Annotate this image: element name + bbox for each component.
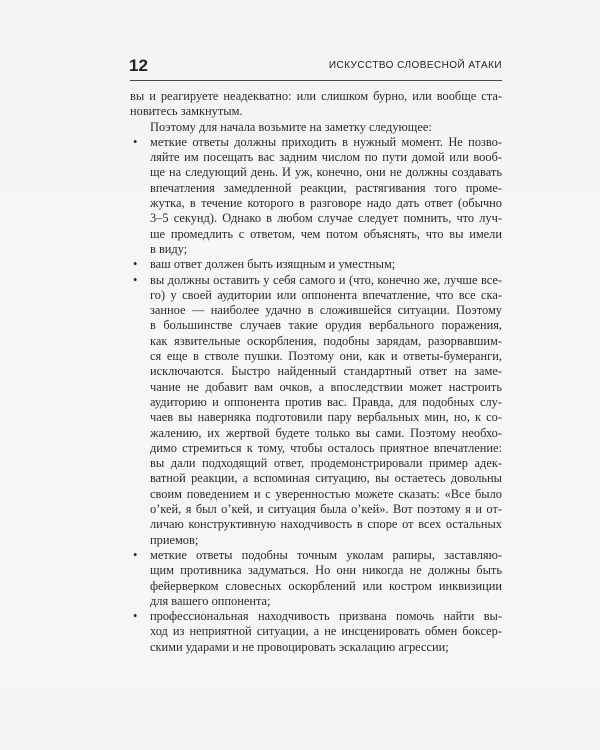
text-line: вы дали подходящий ответ, продемонстрировали пример адек- bbox=[150, 456, 502, 471]
list-item bbox=[130, 135, 502, 257]
bullet-marker: • bbox=[133, 547, 138, 562]
list-item bbox=[130, 273, 502, 548]
text-line: димо стремиться к тому, чтобы осталось приятное впечатление: bbox=[150, 440, 502, 455]
text-line: ваш ответ должен быть изящным и уместным; bbox=[150, 257, 396, 272]
text-line: приемов; bbox=[150, 532, 199, 547]
list-item bbox=[130, 609, 502, 655]
text-line: своим поведением и с уверенностью можете сказать: «Все было bbox=[150, 486, 502, 501]
text-line: исключаются. Быстро найденный стандартный ответ на заме- bbox=[150, 364, 502, 379]
text-line: личаю конструктивную находчивость в споре от всех остальных bbox=[150, 517, 502, 532]
text-line: вы должны оставить у себя самого и (что, конечно же, лучше все- bbox=[150, 272, 502, 287]
text-line: щим противника задуматься. Но они никогда не должны быть bbox=[150, 563, 502, 578]
text-line: жутка, в течение которого в разговоре надо дать ответ (обычно bbox=[150, 196, 502, 211]
text-line: в большинстве случаев такие орудия вербального поражения, bbox=[150, 318, 502, 333]
text-line: аудиторию и оппонента против вас. Правда, для подобных слу- bbox=[150, 394, 502, 409]
text-line: фейерверком словесных оскорблений или костром инквизиции bbox=[150, 578, 502, 593]
bullet-marker: • bbox=[133, 272, 138, 287]
text-line: чаев вы наверняка подготовили пару вербальных мин, но, к со- bbox=[150, 410, 502, 425]
text-line: го) у своей аудитории или оппонента впечатление, что все ска- bbox=[150, 287, 502, 302]
text-line: чание не добавит вам очков, а впоследствии может настроить bbox=[150, 379, 502, 394]
text-line: о’кей, я был о’кей, и ситуация была о’кей». Вот поэтому я и от- bbox=[150, 502, 502, 517]
text-line: ватной реакции, а вспоминая ситуацию, вы остаетесь довольны bbox=[150, 471, 502, 486]
text-line: ше промедлить с ответом, чем потом объяснять, что вы имели bbox=[150, 226, 502, 241]
text-line: новитесь замкнутым. bbox=[130, 104, 243, 119]
text-line: ся еще в стволе пушки. Поэтому они, как и ответы-бумеранги, bbox=[150, 349, 502, 364]
text-line: скими ударами и не провоцировать эскалацию агрессии; bbox=[150, 639, 449, 654]
text-line: вы и реагируете неадекватно: или слишком бурно, или вообще ста- bbox=[130, 89, 502, 103]
text-line: в виду; bbox=[150, 241, 188, 256]
list-item bbox=[130, 548, 502, 609]
text-line: 3–5 секунд). Однако в любом случае следует помнить, что луч- bbox=[150, 211, 502, 226]
text-line: профессиональная находчивость призвана помочь найти вы- bbox=[150, 609, 502, 624]
text-line: меткие ответы должны приходить в нужный момент. Не позво- bbox=[150, 134, 502, 149]
list-item bbox=[130, 257, 502, 272]
running-head: ИСКУССТВО СЛОВЕСНОЙ АТАКИ bbox=[328, 60, 502, 71]
bullet-marker: • bbox=[133, 257, 138, 272]
page-number: 12 bbox=[129, 56, 148, 75]
lead-in-line: Поэтому для начала возьмите на заметку следующее: bbox=[150, 119, 432, 134]
text-line: для вашего оппонента; bbox=[150, 593, 271, 608]
text-line: как язвительные оскорбления, подобны зарядам, разорвавшим- bbox=[150, 333, 502, 348]
text-line: впечатления замедленной реакции, растягивания того проме- bbox=[150, 180, 502, 195]
header-rule bbox=[130, 80, 502, 81]
text-line: занное — наиболее удачно в сложившейся ситуации. Поэтому bbox=[150, 303, 502, 318]
text-line: ще на следующий день. И уж, конечно, они не должны создавать bbox=[150, 165, 502, 180]
text-line: меткие ответы подобны точным уколам рапиры, заставляю- bbox=[150, 547, 502, 562]
text-line: ляйте им посещать вас задним числом по пути домой или вооб- bbox=[150, 150, 502, 165]
body-text bbox=[130, 89, 502, 655]
text-line: жалению, их жертвой будете только вы сами. Поэтому необхо- bbox=[150, 425, 502, 440]
bullet-marker: • bbox=[133, 134, 138, 149]
bullet-marker: • bbox=[133, 609, 138, 624]
text-line: ход из неприятной ситуации, а не инсценировать обмен боксер- bbox=[150, 624, 502, 639]
